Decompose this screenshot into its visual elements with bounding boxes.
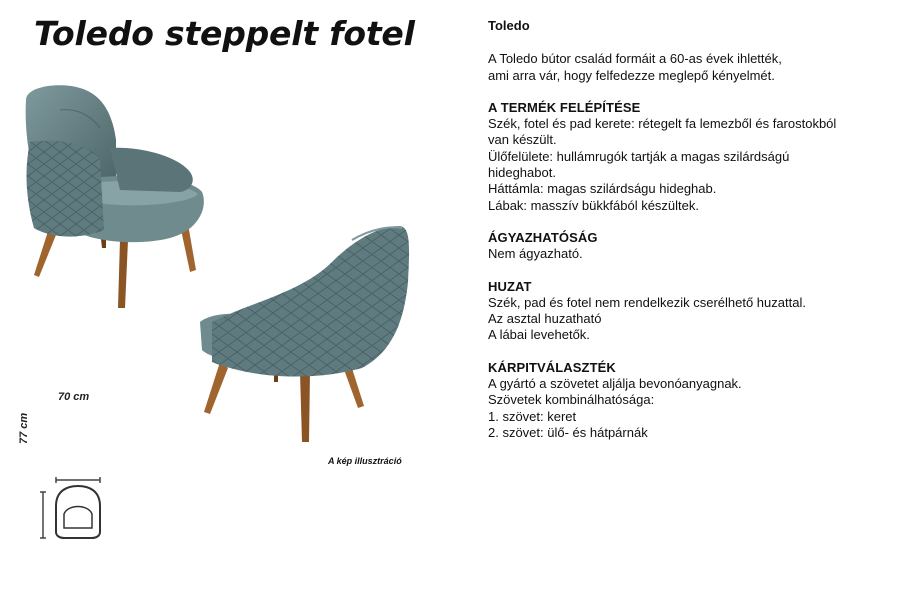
section-line: Az asztal huzatható xyxy=(488,311,602,327)
section-line: A gyártó a szövetet aljálja bevonóanyagnak. xyxy=(488,376,742,392)
section-line: Ülőfelülete: hullámrugók tartják a magas szilárdságú xyxy=(488,148,790,164)
width-dimension-label: 70 cm xyxy=(58,391,90,403)
illustration-caption: A kép illusztráció xyxy=(328,456,402,466)
section-construction xyxy=(488,100,883,214)
dimension-diagram xyxy=(26,466,116,546)
section-line: 2. szövet: ülő- és hátpárnák xyxy=(488,424,648,440)
section-line: Lábak: masszív bükkfából készültek. xyxy=(488,197,699,213)
section-line: Szék, fotel és pad kerete: rétegelt fa lemezből és farostokból xyxy=(488,116,837,132)
product-title: Toledo steppelt fotel xyxy=(34,14,415,53)
brand-name: Toledo xyxy=(488,18,530,33)
armchair-back-image xyxy=(192,222,422,444)
intro-line: ami arra vár, hogy felfedezze meglepő kényelmét. xyxy=(488,67,775,83)
section-upholstery xyxy=(488,360,883,441)
section-line: hideghabot. xyxy=(488,165,556,181)
section-line: van készült. xyxy=(488,132,557,148)
section-line: 1. szövet: keret xyxy=(488,408,577,424)
section-line: A lábai levehetők. xyxy=(488,327,590,343)
height-dimension-label: 77 cm xyxy=(18,412,30,444)
section-cover xyxy=(488,279,883,344)
section-line: Szövetek kombinálhatósága: xyxy=(488,392,655,408)
section-heading: ÁGYAZHATÓSÁG xyxy=(488,229,598,245)
section-heading: HUZAT xyxy=(488,278,532,294)
intro-line: A Toledo bútor család formáit a 60-as évek ihlették, xyxy=(488,51,782,67)
section-bedding xyxy=(488,230,883,263)
section-heading: KÁRPITVÁLASZTÉK xyxy=(488,359,616,375)
intro-text xyxy=(488,51,883,84)
product-illustration xyxy=(0,80,440,470)
section-heading: A TERMÉK FELÉPÍTÉSE xyxy=(488,99,641,115)
section-line: Szék, pad és fotel nem rendelkezik cserélhető huzattal. xyxy=(488,294,806,310)
section-line: Nem ágyazható. xyxy=(488,246,583,262)
armchair-front-image xyxy=(20,80,220,320)
product-description xyxy=(488,18,883,457)
section-line: Háttámla: magas szilárdságu hideghab. xyxy=(488,181,717,197)
